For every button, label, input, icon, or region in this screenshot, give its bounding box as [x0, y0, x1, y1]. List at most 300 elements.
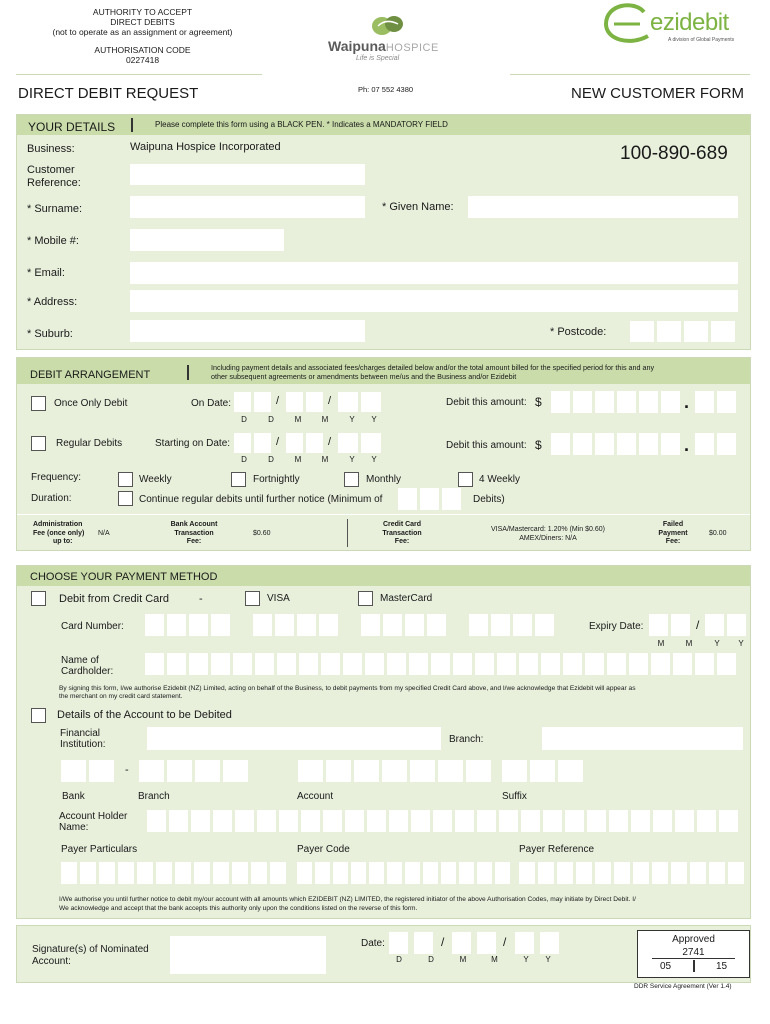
- cardholder-char-cell[interactable]: [255, 653, 274, 675]
- card-digit-cell[interactable]: [427, 614, 446, 636]
- reference-char-cell[interactable]: [728, 862, 744, 884]
- weekly-checkbox[interactable]: [118, 472, 133, 487]
- reference-char-cell[interactable]: [652, 862, 668, 884]
- date-cell[interactable]: [234, 392, 251, 412]
- particulars-char-cell[interactable]: [251, 862, 267, 884]
- particulars-char-cell[interactable]: [270, 862, 286, 884]
- cardholder-char-cell[interactable]: [541, 653, 560, 675]
- holder-char-cell[interactable]: [367, 810, 386, 832]
- holder-char-cell[interactable]: [565, 810, 584, 832]
- sub-label: M: [491, 955, 498, 964]
- minimum-debits-field[interactable]: [398, 488, 461, 510]
- amount-cell[interactable]: [617, 433, 636, 455]
- divider: [187, 365, 189, 380]
- code-char-cell[interactable]: [459, 862, 474, 884]
- card-digit-cell[interactable]: [275, 614, 294, 636]
- date-cell[interactable]: [338, 392, 358, 412]
- card-digit-cell[interactable]: [253, 614, 272, 636]
- number-cell[interactable]: [442, 488, 461, 510]
- code-char-cell[interactable]: [315, 862, 330, 884]
- code-char-cell[interactable]: [495, 862, 510, 884]
- sub-label: Y: [523, 955, 529, 964]
- date-cell[interactable]: [286, 392, 303, 412]
- amount-cell[interactable]: [639, 433, 658, 455]
- text-line: We acknowledge and accept that the bank accepts this authority only upon the conditions listed on the reverse of this form.: [59, 905, 418, 912]
- sub-label: Y: [371, 415, 377, 424]
- continue-debits-checkbox[interactable]: [118, 491, 133, 506]
- holder-char-cell[interactable]: [543, 810, 562, 832]
- expiry-cell[interactable]: [727, 614, 746, 636]
- divider: [16, 74, 262, 75]
- approved-box: [637, 930, 750, 978]
- date-cell[interactable]: [361, 433, 381, 453]
- sub-label: Y: [714, 639, 720, 648]
- customer-ref-field[interactable]: [130, 164, 365, 185]
- amount-cell[interactable]: [595, 391, 614, 413]
- date-cell[interactable]: [477, 932, 496, 954]
- amount-cell[interactable]: [573, 391, 592, 413]
- holder-char-cell[interactable]: [433, 810, 452, 832]
- amount-field[interactable]: [551, 391, 680, 413]
- duration-suffix: Debits): [473, 494, 505, 505]
- code-char-cell[interactable]: [369, 862, 384, 884]
- reference-char-cell[interactable]: [538, 862, 554, 884]
- holder-char-cell[interactable]: [191, 810, 210, 832]
- expiry-month-field[interactable]: [649, 614, 690, 636]
- waipuna-tagline: Life is Special: [356, 55, 400, 62]
- card-number-group[interactable]: [361, 614, 446, 636]
- card-digit-cell[interactable]: [189, 614, 208, 636]
- suburb-label: * Suburb:: [27, 328, 73, 340]
- particulars-label: Payer Particulars: [61, 844, 138, 855]
- mastercard-checkbox[interactable]: [358, 591, 373, 606]
- amount-cell[interactable]: [717, 391, 736, 413]
- reference-char-cell[interactable]: [557, 862, 573, 884]
- holder-char-cell[interactable]: [301, 810, 320, 832]
- cardholder-char-cell[interactable]: [409, 653, 428, 675]
- signature-date-field[interactable]: [389, 932, 567, 954]
- amount-cell[interactable]: [639, 391, 658, 413]
- code-label: Payer Code: [297, 844, 350, 855]
- cents-field[interactable]: [695, 433, 736, 455]
- email-field[interactable]: [130, 262, 738, 284]
- amount-cell[interactable]: [695, 433, 714, 455]
- cardholder-char-cell[interactable]: [607, 653, 626, 675]
- reference-char-cell[interactable]: [709, 862, 725, 884]
- account-digit-cell[interactable]: [382, 760, 407, 782]
- holder-char-cell[interactable]: [675, 810, 694, 832]
- cardholder-char-cell[interactable]: [717, 653, 736, 675]
- cardholder-char-cell[interactable]: [431, 653, 450, 675]
- divider: [347, 519, 348, 547]
- holder-char-cell[interactable]: [609, 810, 628, 832]
- account-digit-cell[interactable]: [298, 760, 323, 782]
- fee-value-line: VISA/Mastercard: 1.20% (Min $0.60): [491, 526, 605, 533]
- cardholder-char-cell[interactable]: [387, 653, 406, 675]
- date-cell[interactable]: [452, 932, 471, 954]
- date-cell[interactable]: [515, 932, 534, 954]
- card-digit-cell[interactable]: [513, 614, 532, 636]
- card-digit-cell[interactable]: [535, 614, 554, 636]
- mobile-label: * Mobile #:: [27, 235, 79, 247]
- code-char-cell[interactable]: [405, 862, 420, 884]
- expiry-cell[interactable]: [671, 614, 690, 636]
- amount-cell[interactable]: [573, 433, 592, 455]
- divider: [693, 960, 695, 972]
- branch-digit-cell[interactable]: [139, 760, 164, 782]
- date-cell[interactable]: [338, 433, 358, 453]
- your-details-section: [16, 114, 751, 350]
- reference-char-cell[interactable]: [671, 862, 687, 884]
- weekly-label: Weekly: [139, 474, 172, 485]
- expiry-cell[interactable]: [649, 614, 668, 636]
- account-digit-cell[interactable]: [354, 760, 379, 782]
- date-cell[interactable]: [414, 932, 433, 954]
- text-line: the merchant on my credit card statement.: [59, 693, 183, 700]
- holder-char-cell[interactable]: [323, 810, 342, 832]
- on-date-field[interactable]: [234, 392, 386, 412]
- fee-label-line: up to:: [53, 538, 73, 545]
- holder-char-cell[interactable]: [499, 810, 518, 832]
- four-weekly-label: 4 Weekly: [479, 474, 520, 485]
- cardholder-char-cell[interactable]: [519, 653, 538, 675]
- code-char-cell[interactable]: [387, 862, 402, 884]
- duration-text: Continue regular debits until further notice (Minimum of: [139, 494, 383, 505]
- holder-char-cell[interactable]: [631, 810, 650, 832]
- cardholder-char-cell[interactable]: [277, 653, 296, 675]
- payment-method-section: [16, 565, 751, 919]
- duration-label: Duration:: [31, 493, 72, 504]
- postcode-cell[interactable]: [711, 321, 735, 342]
- bank-code-field[interactable]: [61, 760, 114, 782]
- amount-cell[interactable]: [661, 433, 680, 455]
- cardholder-char-cell[interactable]: [651, 653, 670, 675]
- cardholder-char-cell[interactable]: [629, 653, 648, 675]
- auth-code: 0227418: [125, 55, 160, 65]
- holder-char-cell[interactable]: [719, 810, 738, 832]
- cardholder-char-cell[interactable]: [145, 653, 164, 675]
- footer-version: DDR Service Agreement (Ver 1.4): [634, 983, 732, 990]
- fee-label-line: Failed: [662, 521, 684, 528]
- sub-label: Y: [545, 955, 551, 964]
- amount-cell[interactable]: [551, 391, 570, 413]
- holder-char-cell[interactable]: [653, 810, 672, 832]
- particulars-char-cell[interactable]: [99, 862, 115, 884]
- sub-label: M: [321, 455, 329, 464]
- reference-char-cell[interactable]: [690, 862, 706, 884]
- card-number-group[interactable]: [145, 614, 230, 636]
- cardholder-char-cell[interactable]: [189, 653, 208, 675]
- section-title: CHOOSE YOUR PAYMENT METHOD: [30, 571, 218, 583]
- signature-field[interactable]: [170, 936, 326, 974]
- note-line: Including payment details and associated fees/charges detailed below and/or the total amount billed for the specified period for this and any: [211, 363, 655, 372]
- authorise-text: [59, 895, 636, 913]
- amount-cell[interactable]: [661, 391, 680, 413]
- email-label: * Email:: [27, 267, 65, 279]
- given-name-field[interactable]: [468, 196, 738, 218]
- address-field[interactable]: [130, 290, 738, 312]
- particulars-char-cell[interactable]: [137, 862, 153, 884]
- mastercard-label: MasterCard: [380, 593, 433, 604]
- particulars-char-cell[interactable]: [118, 862, 134, 884]
- monthly-checkbox[interactable]: [344, 472, 359, 487]
- card-digit-cell[interactable]: [211, 614, 230, 636]
- card-number-group[interactable]: [469, 614, 554, 636]
- payer-particulars-field[interactable]: [61, 862, 286, 884]
- card-digit-cell[interactable]: [469, 614, 488, 636]
- credit-card-label: Debit from Credit Card: [59, 593, 170, 605]
- four-weekly-checkbox[interactable]: [458, 472, 473, 487]
- card-digit-cell[interactable]: [491, 614, 510, 636]
- cardholder-char-cell[interactable]: [211, 653, 230, 675]
- amount-cell[interactable]: [551, 433, 570, 455]
- date-cell[interactable]: [234, 433, 251, 453]
- fee-label-line: Fee:: [186, 538, 202, 545]
- cents-field[interactable]: [695, 391, 736, 413]
- code-char-cell[interactable]: [423, 862, 438, 884]
- account-digit-cell[interactable]: [410, 760, 435, 782]
- cardholder-char-cell[interactable]: [365, 653, 384, 675]
- card-digit-cell[interactable]: [319, 614, 338, 636]
- ezidebit-wordmark: ezidebit: [650, 9, 729, 36]
- particulars-char-cell[interactable]: [194, 862, 210, 884]
- code-char-cell[interactable]: [441, 862, 456, 884]
- suffix-digit-cell[interactable]: [530, 760, 555, 782]
- holder-char-cell[interactable]: [345, 810, 364, 832]
- expiry-cell[interactable]: [705, 614, 724, 636]
- card-digit-cell[interactable]: [405, 614, 424, 636]
- number-cell[interactable]: [398, 488, 417, 510]
- cardholder-char-cell[interactable]: [343, 653, 362, 675]
- amount-cell[interactable]: [695, 391, 714, 413]
- reference-char-cell[interactable]: [595, 862, 611, 884]
- visa-checkbox[interactable]: [245, 591, 260, 606]
- business-value: Waipuna Hospice Incorporated: [130, 141, 281, 153]
- holder-char-cell[interactable]: [697, 810, 716, 832]
- mobile-field[interactable]: [130, 229, 284, 251]
- date-separator: /: [276, 395, 280, 407]
- holder-name-field[interactable]: [147, 810, 738, 832]
- card-digit-cell[interactable]: [167, 614, 186, 636]
- holder-char-cell[interactable]: [587, 810, 606, 832]
- date-separator: /: [441, 935, 445, 949]
- cardholder-char-cell[interactable]: [673, 653, 692, 675]
- text-line: By signing this form, I/we authorise Ezidebit (NZ) Limited, acting on behalf of the Business, to debit payments from my specified Credit Card above, and I/we acknowledge that Ezidebit will appear as: [59, 685, 636, 692]
- bank-digit-cell[interactable]: [61, 760, 86, 782]
- branch-code-field[interactable]: [139, 760, 248, 782]
- holder-char-cell[interactable]: [257, 810, 276, 832]
- cardholder-char-cell[interactable]: [453, 653, 472, 675]
- approved-month: 05: [660, 961, 672, 972]
- postcode-cell[interactable]: [657, 321, 681, 342]
- fin-inst-label: [60, 728, 106, 750]
- reference-char-cell[interactable]: [633, 862, 649, 884]
- card-digit-cell[interactable]: [145, 614, 164, 636]
- payer-code-field[interactable]: [297, 862, 510, 884]
- divider: [131, 118, 133, 132]
- date-cell[interactable]: [361, 392, 381, 412]
- cardholder-label: [61, 655, 113, 677]
- sub-label: D: [268, 415, 274, 424]
- holder-char-cell[interactable]: [389, 810, 408, 832]
- fee-label-line: Fee:: [665, 538, 681, 545]
- sub-label: M: [459, 955, 467, 964]
- date-separator: /: [328, 395, 332, 407]
- failed-fee-value: $0.00: [709, 530, 727, 537]
- particulars-char-cell[interactable]: [175, 862, 191, 884]
- amount-cell[interactable]: [717, 433, 736, 455]
- card-digit-cell[interactable]: [361, 614, 380, 636]
- suffix-field[interactable]: [502, 760, 583, 782]
- sub-label: Y: [349, 455, 355, 464]
- holder-char-cell[interactable]: [213, 810, 232, 832]
- cardholder-field[interactable]: [145, 653, 736, 675]
- holder-char-cell[interactable]: [477, 810, 496, 832]
- reference-label: Payer Reference: [519, 844, 595, 855]
- waipuna-leaf-icon: [368, 12, 408, 40]
- suffix-digit-cell[interactable]: [558, 760, 583, 782]
- on-date-label: On Date:: [191, 398, 232, 409]
- label-line: Account:: [32, 956, 71, 967]
- cardholder-char-cell[interactable]: [695, 653, 714, 675]
- sub-label: D: [268, 455, 274, 464]
- label-line: Reference:: [27, 177, 81, 189]
- date-cell[interactable]: [254, 433, 271, 453]
- date-cell[interactable]: [306, 392, 323, 412]
- regular-debits-checkbox[interactable]: [31, 436, 46, 451]
- postcode-cell[interactable]: [684, 321, 708, 342]
- account-digit-cell[interactable]: [438, 760, 463, 782]
- label-line: Institution:: [60, 739, 106, 750]
- holder-char-cell[interactable]: [169, 810, 188, 832]
- card-number-group[interactable]: [253, 614, 338, 636]
- cardholder-char-cell[interactable]: [475, 653, 494, 675]
- holder-char-cell[interactable]: [521, 810, 540, 832]
- reference-char-cell[interactable]: [614, 862, 630, 884]
- postcode-label: * Postcode:: [550, 326, 607, 338]
- section-title: YOUR DETAILS: [28, 120, 116, 134]
- label-line: Financial: [60, 728, 101, 739]
- customer-ref-label: [27, 164, 81, 190]
- holder-char-cell[interactable]: [147, 810, 166, 832]
- holder-char-cell[interactable]: [411, 810, 430, 832]
- decimal-point: .: [684, 392, 690, 412]
- postcode-field[interactable]: [630, 321, 735, 342]
- ezidebit-logo: [600, 2, 755, 50]
- sub-label: M: [321, 415, 329, 424]
- starting-date-field[interactable]: [234, 433, 386, 453]
- date-cell[interactable]: [306, 433, 323, 453]
- branch-label: Branch:: [449, 734, 484, 745]
- code-char-cell[interactable]: [351, 862, 366, 884]
- card-number-label: Card Number:: [61, 621, 124, 632]
- payer-reference-field[interactable]: [519, 862, 744, 884]
- cardholder-char-cell[interactable]: [167, 653, 186, 675]
- approved-number: 2741: [652, 947, 735, 959]
- cardholder-char-cell[interactable]: [563, 653, 582, 675]
- date-cell[interactable]: [254, 392, 271, 412]
- expiry-year-field[interactable]: [705, 614, 746, 636]
- amount-field[interactable]: [551, 433, 680, 455]
- particulars-char-cell[interactable]: [80, 862, 96, 884]
- ezidebit-tagline: A division of Global Payments: [668, 37, 735, 43]
- card-fee-value: [491, 526, 605, 543]
- visa-label: VISA: [267, 593, 290, 604]
- reference-char-cell[interactable]: [519, 862, 535, 884]
- date-cell[interactable]: [540, 932, 559, 954]
- cardholder-char-cell[interactable]: [321, 653, 340, 675]
- particulars-char-cell[interactable]: [232, 862, 248, 884]
- code-char-cell[interactable]: [297, 862, 312, 884]
- account-digit-cell[interactable]: [326, 760, 351, 782]
- approved-year: 15: [716, 961, 728, 972]
- date-cell[interactable]: [286, 433, 303, 453]
- holder-char-cell[interactable]: [455, 810, 474, 832]
- page-title: DIRECT DEBIT REQUEST: [18, 85, 199, 102]
- cardholder-char-cell[interactable]: [585, 653, 604, 675]
- dash: -: [125, 764, 129, 776]
- suburb-field[interactable]: [130, 320, 365, 342]
- cardholder-char-cell[interactable]: [497, 653, 516, 675]
- note-line: other subsequent agreements or amendments between me/us and the Business and/or Ezidebit: [211, 372, 517, 381]
- fee-label-line: Payment: [658, 529, 688, 537]
- date-cell[interactable]: [389, 932, 408, 954]
- particulars-char-cell[interactable]: [213, 862, 229, 884]
- holder-char-cell[interactable]: [235, 810, 254, 832]
- amount-cell[interactable]: [595, 433, 614, 455]
- fin-inst-field[interactable]: [147, 727, 441, 750]
- code-char-cell[interactable]: [333, 862, 348, 884]
- account-number-field[interactable]: [298, 760, 491, 782]
- date-label: Date:: [361, 938, 385, 949]
- holder-char-cell[interactable]: [279, 810, 298, 832]
- postcode-cell[interactable]: [630, 321, 654, 342]
- particulars-char-cell[interactable]: [156, 862, 172, 884]
- debit-arrangement-section: [16, 357, 751, 551]
- account-checkbox[interactable]: [31, 708, 46, 723]
- card-digit-cell[interactable]: [297, 614, 316, 636]
- date-separator: /: [503, 935, 507, 949]
- card-digit-cell[interactable]: [383, 614, 402, 636]
- credit-card-checkbox[interactable]: [31, 591, 46, 606]
- fee-label-line: Administration: [33, 521, 83, 528]
- branch-field[interactable]: [542, 727, 743, 750]
- arrangement-note: [211, 363, 654, 381]
- frequency-label: Frequency:: [31, 472, 82, 483]
- amount-cell[interactable]: [617, 391, 636, 413]
- branch-digit-cell[interactable]: [223, 760, 248, 782]
- cardholder-char-cell[interactable]: [299, 653, 318, 675]
- fortnightly-checkbox[interactable]: [231, 472, 246, 487]
- sub-label: Y: [738, 639, 744, 648]
- surname-field[interactable]: [130, 196, 365, 218]
- business-number: 100-890-689: [620, 143, 728, 164]
- number-cell[interactable]: [420, 488, 439, 510]
- account-digit-cell[interactable]: [466, 760, 491, 782]
- suffix-digit-cell[interactable]: [502, 760, 527, 782]
- branch-digit-cell[interactable]: [195, 760, 220, 782]
- particulars-char-cell[interactable]: [61, 862, 77, 884]
- bank-digit-cell[interactable]: [89, 760, 114, 782]
- date-sub-labels: [234, 455, 386, 464]
- branch-digit-cell[interactable]: [167, 760, 192, 782]
- authority-header: [40, 7, 245, 65]
- cardholder-char-cell[interactable]: [233, 653, 252, 675]
- code-char-cell[interactable]: [477, 862, 492, 884]
- waipuna-hospice: HOSPICE: [385, 42, 439, 54]
- once-only-checkbox[interactable]: [31, 396, 46, 411]
- reference-char-cell[interactable]: [576, 862, 592, 884]
